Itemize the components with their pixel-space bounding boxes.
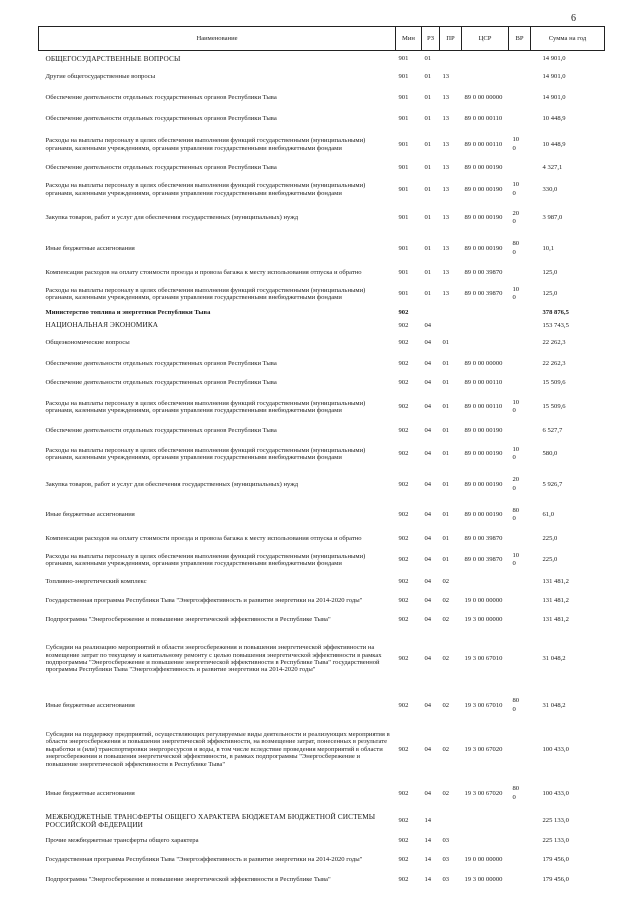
cell-vr — [509, 109, 531, 130]
table-row — [39, 319, 605, 333]
cell-sum: 4 327,1 — [542, 163, 563, 171]
cell-name: Обеспечение деятельности отдельных государственных органов Республики Тыва — [45, 163, 277, 171]
header-min: Мин — [396, 27, 422, 51]
cell-csr — [462, 67, 509, 88]
vr-code: 100 — [512, 136, 520, 152]
table-row — [39, 160, 605, 176]
cell-min: 902 — [398, 876, 409, 884]
cell-vr — [509, 628, 531, 691]
cell-csr: 19 3 00 67020 — [464, 789, 503, 797]
cell-pr: 02 — [442, 701, 450, 709]
cell-pr: 01 — [442, 511, 450, 519]
cell-min: 902 — [398, 789, 409, 797]
cell-name: Иные бюджетные ассигнования — [45, 244, 135, 252]
cell-rz: 01 — [424, 94, 432, 102]
table-row — [39, 233, 605, 265]
header-pr: ПР — [440, 27, 462, 51]
cell-sum: 378 876,5 — [542, 309, 569, 317]
cell-sum: 179 456,0 — [542, 855, 569, 863]
cell-min: 901 — [398, 73, 409, 81]
cell-min: 901 — [398, 55, 409, 63]
cell-vr — [509, 176, 531, 204]
cell-vr — [509, 130, 531, 160]
cell-min: 902 — [398, 655, 409, 663]
cell-rz: 14 — [424, 855, 432, 863]
cell-csr: 89 0 00 00000 — [464, 94, 503, 102]
cell-csr — [462, 319, 509, 333]
table-row — [39, 88, 605, 109]
cell-pr: 13 — [442, 140, 450, 148]
cell-rz: 01 — [424, 55, 432, 63]
cell-name: Обеспечение деятельности отдельных государственных органов Республики Тыва — [45, 379, 277, 387]
cell-vr — [509, 613, 531, 628]
cell-csr: 89 0 00 39870 — [464, 268, 503, 276]
table-row — [39, 613, 605, 628]
cell-name: Компенсация расходов на оплату стоимости проезда и провоза багажа к месту использования отпуска и обратно — [45, 534, 362, 542]
cell-name: Расходы на выплаты персоналу в целях обеспечения выполнения функций государственными (муниципальными) органами, казенными учреждениями, органами управления государственными внебюджетными фондами — [45, 286, 366, 301]
cell-csr — [462, 51, 509, 67]
header-sum: Сумма на год — [531, 27, 605, 51]
cell-pr: 01 — [442, 480, 450, 488]
cell-name: Расходы на выплаты персоналу в целях обеспечения выполнения функций государственными (муниципальными) органами, казенными учреждениями, органами управления государственными внебюджетными фондами — [45, 182, 366, 197]
cell-sum: 14 901,0 — [542, 55, 566, 63]
cell-rz: 04 — [424, 426, 432, 434]
table-row — [39, 308, 605, 319]
header-csr: ЦСР — [462, 27, 509, 51]
cell-rz: 04 — [424, 339, 432, 347]
cell-sum: 125,0 — [542, 290, 558, 298]
cell-pr: 01 — [442, 379, 450, 387]
table-row — [39, 67, 605, 88]
cell-pr: 03 — [442, 836, 450, 844]
cell-name: Другие общегосударственные вопросы — [45, 73, 156, 81]
cell-pr: 01 — [442, 403, 450, 411]
cell-rz: 01 — [424, 244, 432, 252]
cell-sum: 61,0 — [542, 511, 555, 519]
cell-name: Расходы на выплаты персоналу в целях обеспечения выполнения функций государственными (муниципальными) органами, казенными учреждениями, органами управления государственными внебюджетными фондами — [45, 137, 366, 152]
vr-code: 200 — [512, 476, 520, 492]
cell-min: 902 — [398, 577, 409, 585]
cell-pr: 01 — [442, 450, 450, 458]
cell-vr — [509, 547, 531, 574]
cell-vr — [509, 265, 531, 281]
cell-csr: 89 0 00 00190 — [464, 426, 503, 434]
cell-pr: 13 — [442, 244, 450, 252]
cell-min: 901 — [398, 163, 409, 171]
cell-name: НАЦИОНАЛЬНАЯ ЭКОНОМИКА — [45, 320, 159, 330]
cell-vr — [509, 233, 531, 265]
cell-min: 902 — [398, 403, 409, 411]
cell-vr — [509, 204, 531, 233]
vr-code: 100 — [512, 285, 520, 301]
cell-rz: 04 — [424, 616, 432, 624]
cell-min: 902 — [398, 480, 409, 488]
cell-name — [39, 628, 396, 691]
cell-sum: 131 481,2 — [542, 616, 569, 624]
cell-vr — [509, 51, 531, 67]
cell-name: Государственная программа Республики Тыва "Энергоэффективность и развитие энергетики на 2014-2020 годы" — [45, 855, 363, 863]
table-row — [39, 265, 605, 281]
table-row — [39, 392, 605, 423]
cell-min: 902 — [398, 426, 409, 434]
cell-pr: 02 — [442, 616, 450, 624]
vr-code: 800 — [512, 785, 520, 801]
cell-sum: 125,0 — [542, 268, 558, 276]
cell-rz — [422, 308, 440, 319]
table-row — [39, 628, 605, 691]
table-row — [39, 590, 605, 613]
table-row — [39, 691, 605, 721]
cell-vr — [509, 88, 531, 109]
cell-name: Иные бюджетные ассигнования — [45, 511, 135, 519]
cell-pr: 13 — [442, 290, 450, 298]
cell-min: 902 — [398, 309, 409, 317]
cell-rz: 01 — [424, 214, 432, 222]
cell-name: Общеэкономические вопросы — [45, 339, 130, 347]
cell-min: 902 — [398, 745, 409, 753]
cell-csr — [462, 834, 509, 848]
cell-sum: 225,0 — [542, 534, 558, 542]
cell-vr — [509, 531, 531, 547]
cell-sum: 31 048,2 — [542, 701, 566, 709]
cell-name: Компенсация расходов на оплату стоимости проезда и провоза багажа к месту использования отпуска и обратно — [45, 268, 362, 276]
cell-sum: 330,0 — [542, 185, 558, 193]
table-row — [39, 779, 605, 809]
cell-sum: 22 262,3 — [542, 360, 566, 368]
cell-name: Прочие межбюджетные трансферты общего характера — [45, 836, 199, 844]
page-number: 6 — [571, 13, 576, 24]
cell-name: Министерство топлива и энергетики Республики Тыва — [45, 309, 211, 317]
table-row — [39, 470, 605, 500]
cell-rz: 01 — [424, 290, 432, 298]
cell-name: Расходы на выплаты персоналу в целях обеспечения выполнения функций государственными (муниципальными) органами, казенными учреждениями, органами управления государственными внебюджетными фондами — [45, 446, 366, 461]
cell-min: 902 — [398, 360, 409, 368]
table-row — [39, 834, 605, 848]
cell-rz: 14 — [424, 817, 432, 825]
cell-pr: 03 — [442, 855, 450, 863]
cell-min: 902 — [398, 556, 409, 564]
cell-csr — [462, 308, 509, 319]
cell-sum: 10 448,9 — [542, 140, 566, 148]
cell-vr — [509, 67, 531, 88]
cell-pr: 02 — [442, 577, 450, 585]
cell-csr: 89 0 00 00190 — [464, 450, 503, 458]
table-row — [39, 130, 605, 160]
cell-csr: 19 3 00 00000 — [464, 876, 503, 884]
cell-sum: 31 048,2 — [542, 655, 566, 663]
cell-pr: 01 — [442, 339, 450, 347]
cell-vr — [509, 308, 531, 319]
cell-csr: 89 0 00 00110 — [464, 379, 503, 387]
table-row — [39, 439, 605, 470]
cell-sum: 10 448,9 — [542, 115, 566, 123]
table-row — [39, 354, 605, 375]
table-row — [39, 500, 605, 531]
cell-sum: 225 133,0 — [542, 836, 569, 844]
cell-pr: 01 — [442, 426, 450, 434]
cell-pr: 03 — [442, 876, 450, 884]
cell-name: Иные бюджетные ассигнования — [45, 701, 135, 709]
cell-csr: 89 0 00 39870 — [464, 534, 503, 542]
cell-min: 902 — [398, 511, 409, 519]
cell-csr: 89 0 00 00110 — [464, 140, 503, 148]
cell-vr — [509, 721, 531, 779]
cell-pr: 13 — [442, 185, 450, 193]
cell-rz: 04 — [424, 556, 432, 564]
cell-pr: 13 — [442, 73, 450, 81]
cell-min: 902 — [398, 379, 409, 387]
vr-code: 100 — [512, 445, 520, 461]
cell-vr — [509, 848, 531, 872]
cell-name: Подпрограмма "Энергосбережение и повышение энергетической эффективности в Республике Тыва" — [45, 876, 331, 884]
cell-vr — [509, 872, 531, 889]
cell-name: Обеспечение деятельности отдельных государственных органов Республики Тыва — [45, 94, 277, 102]
cell-csr: 19 3 00 00000 — [464, 616, 503, 624]
cell-sum: 179 456,0 — [542, 876, 569, 884]
table-row — [39, 51, 605, 67]
cell-name-text: Субсидии на реализацию мероприятий в области энергосбережения и повышения энергетической эффективности на возмещение затрат по текущему и капитальному ремонту с целью повышения энергетической эффективности в рамках подпрограммы "Энергосбережение и повышение энергетической эффективности в Республике Тыва" государственной программы Республики Тыва "Энергоэффективность и развитие энергетики на 2014-2020 годы" — [45, 644, 382, 674]
cell-rz: 04 — [424, 577, 432, 585]
cell-csr: 19 3 00 67020 — [464, 745, 503, 753]
cell-sum: 580,0 — [542, 450, 558, 458]
cell-sum: 6 527,7 — [542, 426, 563, 434]
cell-min: 902 — [398, 855, 409, 863]
cell-csr — [462, 809, 509, 834]
cell-rz: 04 — [424, 403, 432, 411]
cell-csr: 89 0 00 39870 — [464, 556, 503, 564]
cell-pr: 13 — [442, 214, 450, 222]
cell-sum: 100 433,0 — [542, 745, 569, 753]
cell-pr — [440, 319, 462, 333]
table-row — [39, 547, 605, 574]
cell-min: 902 — [398, 616, 409, 624]
cell-name: Государственная программа Республики Тыва "Энергоэффективность и развитие энергетики на 2014-2020 годы" — [45, 597, 363, 605]
cell-min: 902 — [398, 534, 409, 542]
cell-sum: 225,0 — [542, 556, 558, 564]
cell-csr: 89 0 00 00110 — [464, 403, 503, 411]
cell-sum: 225 133,0 — [542, 817, 569, 825]
cell-pr: 01 — [442, 360, 450, 368]
cell-csr: 89 0 00 00190 — [464, 480, 503, 488]
vr-code: 800 — [512, 506, 520, 522]
cell-name-text: Субсидии на поддержку предприятий, осуществляющих регулируемые виды деятельности и реализующих мероприятия в области энергосбережения и повышения энергетической эффективности, на возмещение затрат, понесенных в результате выработки и (или) транспортировки энергоресурсов и воды, в том числе вследствие проведения мероприятий в области энергосбережения и повышения энергетической эффективности, в рамках подпрограммы "Энергосбережение и повышение энергетической эффективности в Республике Тыва" — [45, 731, 390, 768]
cell-min: 902 — [398, 597, 409, 605]
table-row — [39, 809, 605, 834]
cell-name: Расходы на выплаты персоналу в целях обеспечения выполнения функций государственными (муниципальными) органами, казенными учреждениями, органами управления государственными внебюджетными фондами — [45, 399, 366, 414]
cell-csr: 89 0 00 00000 — [464, 360, 503, 368]
cell-min: 901 — [398, 185, 409, 193]
cell-rz: 01 — [424, 163, 432, 171]
budget-table — [38, 26, 605, 889]
header-vr: ВР — [509, 27, 531, 51]
cell-vr — [509, 574, 531, 590]
cell-rz: 04 — [424, 789, 432, 797]
cell-rz: 04 — [424, 534, 432, 542]
cell-rz: 14 — [424, 836, 432, 844]
cell-min: 901 — [398, 268, 409, 276]
table-row — [39, 848, 605, 872]
cell-min: 901 — [398, 140, 409, 148]
table-row — [39, 423, 605, 439]
cell-min: 901 — [398, 214, 409, 222]
cell-sum: 22 262,3 — [542, 339, 566, 347]
cell-sum: 10,1 — [542, 244, 555, 252]
cell-name: МЕЖБЮДЖЕТНЫЕ ТРАНСФЕРТЫ ОБЩЕГО ХАРАКТЕРА БЮДЖЕТАМ БЮДЖЕТНОЙ СИСТЕМЫ РОССИЙСКОЙ ФЕДЕРАЦИИ — [45, 811, 376, 829]
cell-pr: 13 — [442, 163, 450, 171]
table-row — [39, 721, 605, 779]
cell-pr — [440, 809, 462, 834]
cell-rz: 04 — [424, 701, 432, 709]
cell-csr: 89 0 00 00190 — [464, 214, 503, 222]
cell-pr: 02 — [442, 655, 450, 663]
table-row — [39, 333, 605, 354]
cell-name — [39, 721, 396, 779]
cell-pr — [440, 51, 462, 67]
cell-csr: 19 0 00 00000 — [464, 597, 503, 605]
table-header-row — [39, 27, 605, 51]
cell-vr — [509, 779, 531, 809]
cell-rz: 01 — [424, 268, 432, 276]
cell-csr: 19 3 00 67010 — [464, 655, 503, 663]
cell-pr: 01 — [442, 556, 450, 564]
table-row — [39, 375, 605, 392]
cell-rz: 04 — [424, 597, 432, 605]
cell-vr — [509, 160, 531, 176]
cell-rz: 04 — [424, 321, 432, 329]
vr-code: 800 — [512, 697, 520, 713]
cell-rz: 04 — [424, 745, 432, 753]
cell-pr: 02 — [442, 789, 450, 797]
cell-vr — [509, 590, 531, 613]
cell-rz: 01 — [424, 185, 432, 193]
cell-vr — [509, 809, 531, 834]
header-rz: РЗ — [422, 27, 440, 51]
cell-pr: 02 — [442, 597, 450, 605]
vr-code: 800 — [512, 240, 520, 256]
cell-vr — [509, 333, 531, 354]
cell-pr: 13 — [442, 115, 450, 123]
cell-rz: 01 — [424, 73, 432, 81]
cell-pr: 01 — [442, 534, 450, 542]
table-row — [39, 204, 605, 233]
cell-name: Закупка товаров, работ и услуг для обеспечения государственных (муниципальных) нужд — [45, 480, 299, 488]
cell-min: 901 — [398, 290, 409, 298]
cell-name: Обеспечение деятельности отдельных государственных органов Республики Тыва — [45, 115, 277, 123]
cell-vr — [509, 423, 531, 439]
cell-vr — [509, 281, 531, 308]
cell-min: 902 — [398, 321, 409, 329]
cell-min: 902 — [398, 817, 409, 825]
table-row — [39, 872, 605, 889]
cell-csr: 89 0 00 00190 — [464, 185, 503, 193]
table-row — [39, 176, 605, 204]
table-row — [39, 531, 605, 547]
cell-vr — [509, 691, 531, 721]
cell-sum: 14 901,0 — [542, 94, 566, 102]
cell-name: Иные бюджетные ассигнования — [45, 789, 135, 797]
cell-vr — [509, 500, 531, 531]
cell-min: 902 — [398, 701, 409, 709]
cell-pr: 13 — [442, 94, 450, 102]
cell-pr: 02 — [442, 745, 450, 753]
cell-csr: 19 0 00 00000 — [464, 855, 503, 863]
vr-code: 200 — [512, 209, 520, 225]
table-row — [39, 281, 605, 308]
cell-pr — [440, 308, 462, 319]
vr-code: 100 — [512, 551, 520, 567]
cell-vr — [509, 392, 531, 423]
cell-min: 901 — [398, 115, 409, 123]
cell-rz: 04 — [424, 450, 432, 458]
cell-vr — [509, 439, 531, 470]
cell-csr: 89 0 00 00110 — [464, 115, 503, 123]
cell-min: 902 — [398, 450, 409, 458]
table-row — [39, 109, 605, 130]
cell-sum: 14 901,0 — [542, 73, 566, 81]
vr-code: 100 — [512, 181, 520, 197]
cell-csr: 89 0 00 00190 — [464, 244, 503, 252]
cell-csr: 89 0 00 39870 — [464, 290, 503, 298]
cell-name: Топливно-энергетический комплекс — [45, 577, 147, 585]
cell-sum: 3 987,0 — [542, 214, 563, 222]
cell-min: 901 — [398, 94, 409, 102]
cell-min: 902 — [398, 836, 409, 844]
cell-rz: 01 — [424, 115, 432, 123]
cell-csr: 89 0 00 00190 — [464, 163, 503, 171]
cell-min: 902 — [398, 339, 409, 347]
cell-csr: 89 0 00 00190 — [464, 511, 503, 519]
cell-sum: 15 509,6 — [542, 403, 566, 411]
cell-rz: 04 — [424, 480, 432, 488]
cell-name: Закупка товаров, работ и услуг для обеспечения государственных (муниципальных) нужд — [45, 214, 299, 222]
cell-rz: 04 — [424, 655, 432, 663]
cell-sum: 5 926,7 — [542, 480, 563, 488]
cell-sum: 131 481,2 — [542, 597, 569, 605]
cell-sum: 15 509,6 — [542, 379, 566, 387]
cell-vr — [509, 354, 531, 375]
cell-sum: 153 743,5 — [542, 321, 569, 329]
cell-sum: 131 481,2 — [542, 577, 569, 585]
cell-vr — [509, 319, 531, 333]
cell-name: Обеспечение деятельности отдельных государственных органов Республики Тыва — [45, 360, 277, 368]
vr-code: 100 — [512, 398, 520, 414]
cell-vr — [509, 834, 531, 848]
cell-csr — [462, 574, 509, 590]
cell-name: Расходы на выплаты персоналу в целях обеспечения выполнения функций государственными (муниципальными) органами, казенными учреждениями, органами управления государственными внебюджетными фондами — [45, 552, 366, 567]
cell-rz: 04 — [424, 379, 432, 387]
cell-rz: 04 — [424, 511, 432, 519]
header-name: Наименование — [39, 27, 396, 51]
cell-rz: 04 — [424, 360, 432, 368]
cell-rz: 14 — [424, 876, 432, 884]
cell-vr — [509, 470, 531, 500]
table-body — [39, 51, 605, 889]
cell-csr — [462, 333, 509, 354]
cell-csr: 19 3 00 67010 — [464, 701, 503, 709]
cell-name: ОБЩЕГОСУДАРСТВЕННЫЕ ВОПРОСЫ — [45, 53, 181, 63]
cell-name: Подпрограмма "Энергосбережение и повышение энергетической эффективности в Республике Тыва" — [45, 616, 331, 624]
cell-sum: 100 433,0 — [542, 789, 569, 797]
table-row — [39, 574, 605, 590]
cell-vr — [509, 375, 531, 392]
cell-pr: 13 — [442, 268, 450, 276]
cell-min: 901 — [398, 244, 409, 252]
cell-rz: 01 — [424, 140, 432, 148]
cell-name: Обеспечение деятельности отдельных государственных органов Республики Тыва — [45, 426, 277, 434]
